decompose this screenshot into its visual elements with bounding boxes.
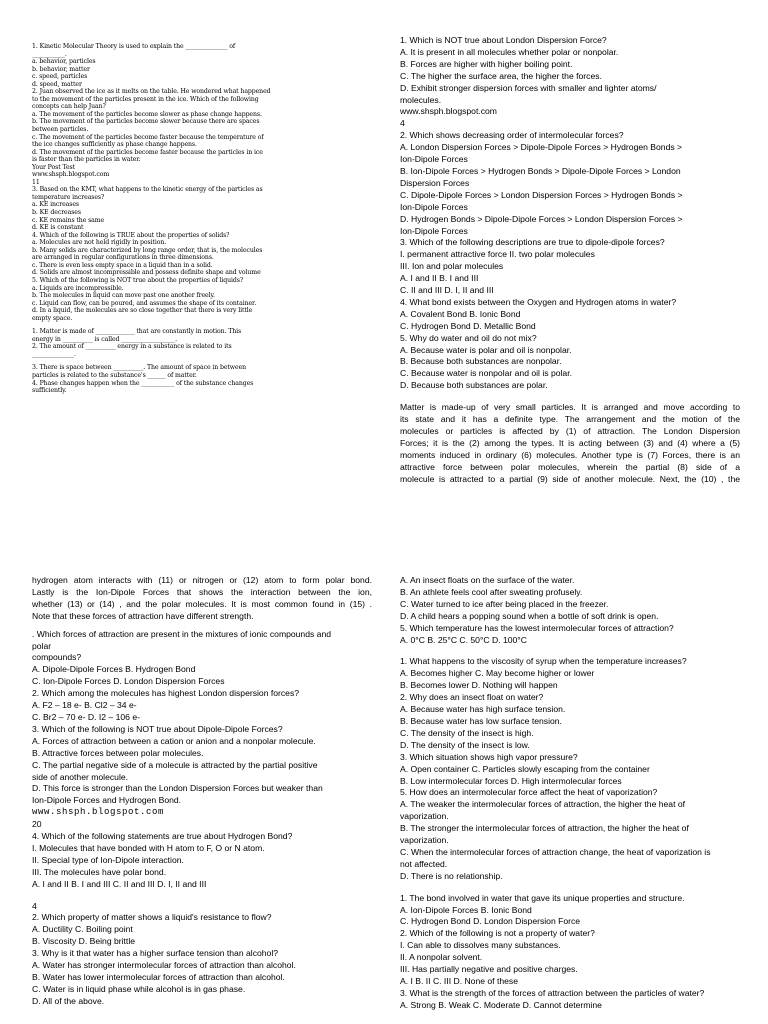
- text-line: A. Because water is polar and oil is nonpolar.: [400, 344, 572, 355]
- text-line: B. Viscosity D. Being brittle: [32, 936, 136, 947]
- text-line: d. speed, matter: [32, 80, 82, 88]
- text-line: 20: [32, 819, 42, 830]
- text-line: 3. There is space between __________. The amount of space in between: [32, 364, 247, 372]
- text-line: Ion-Dipole Forces: [400, 225, 468, 236]
- quadrant-top-left: [32, 43, 294, 395]
- text-line: 2. Juan observed the ice as it melts on the table. He wondered what happened: [32, 88, 271, 96]
- text-line: I. permanent attractive force II. two polar molecules: [400, 249, 595, 260]
- text-line: vaporization.: [400, 835, 449, 846]
- text-line: D. Because both substances are polar.: [400, 380, 548, 391]
- text-line: I. Can able to dissolves many substances.: [400, 940, 561, 951]
- text-line: a. behavior, particles: [32, 58, 96, 66]
- text-line: polar: [32, 640, 52, 651]
- text-line: B. Because both substances are nonpolar.: [400, 356, 562, 367]
- text-line: 3. Which situation shows high vapor pressure?: [400, 751, 578, 762]
- paragraph-block: [32, 575, 372, 623]
- text-line: 1. Which is NOT true about London Dispersion Force?: [400, 35, 607, 45]
- text-line: C. Water is in liquid phase while alcohol is in gas phase.: [32, 983, 246, 994]
- text-line: side of another molecule.: [32, 771, 129, 782]
- text-line: III. The molecules have polar bond.: [32, 866, 167, 877]
- text-line: not affected.: [400, 858, 448, 869]
- text-line: D. This force is stronger than the London Dispersion Forces but weaker than: [32, 783, 323, 794]
- text-line: 3. Which of the following descriptions are true to dipole-dipole forces?: [400, 237, 665, 248]
- text-line: c. The movement of the particles become faster because the temperature of: [32, 133, 264, 141]
- text-line: D. All of the above.: [32, 995, 105, 1006]
- paragraph-line: Note that these forces of attraction have different strength.: [32, 610, 254, 621]
- text-line: c. speed, particles: [32, 73, 88, 81]
- lines-block: [400, 893, 740, 1012]
- text-line: C. Because water is nonpolar and oil is polar.: [400, 368, 572, 379]
- text-line: empty space.: [32, 314, 73, 322]
- text-line: A. I B. II C. III D. None of these: [400, 976, 518, 986]
- text-line: III. Has partially negative and positive charges.: [400, 964, 578, 975]
- text-line: compounds?: [32, 652, 82, 663]
- text-line: A. I and II B. I and III: [400, 273, 479, 284]
- text-line: are arranged in regular configurations in three dimensions.: [32, 254, 214, 262]
- text-line: temperature increases?: [32, 193, 105, 201]
- text-line: A. It is present in all molecules whether polar or nonpolar.: [400, 46, 619, 57]
- paragraph-line: attractive force between polar molecules, wherein the partial (8) side of a: [400, 461, 740, 472]
- lines-block: [400, 575, 740, 646]
- text-line: is faster than the particles in water.: [32, 156, 141, 164]
- text-line: Ion-Dipole Forces and Hydrogen Bond.: [32, 795, 182, 806]
- text-line: 1. Matter is made of _____________ that are constantly in motion. This: [32, 328, 242, 336]
- text-line: A. Ductility C. Boiling point: [32, 924, 133, 935]
- text-line: Your Post Test: [32, 163, 76, 171]
- text-line: 4. Which of the following is TRUE about the properties of solids?: [32, 231, 230, 239]
- text-line: A. Forces of attraction between a cation or anion and a nonpolar molecule.: [32, 735, 316, 746]
- quadrant-top-right: [400, 35, 740, 486]
- text-line: A. The weaker the intermolecular forces of attraction, the higher the heat of: [400, 799, 686, 810]
- lines-block: [400, 35, 740, 392]
- text-line: a. KE increases: [32, 201, 79, 209]
- text-line: 4: [400, 118, 405, 129]
- text-line: A. An insect floats on the surface of the water.: [400, 575, 575, 585]
- text-line: 2. Which shows decreasing order of intermolecular forces?: [400, 130, 624, 141]
- text-line: 3. Based on the KMT, what happens to the kinetic energy of the particles as: [32, 186, 263, 194]
- spacer: [32, 891, 372, 901]
- text-line: C. Hydrogen Bond D. Metallic Bond: [400, 320, 536, 331]
- text-line: C. The density of the insect is high.: [400, 727, 534, 738]
- text-line: C. Dipole-Dipole Forces > London Dispersion Forces > Hydrogen Bonds >: [400, 189, 683, 200]
- lines-block: [32, 629, 372, 808]
- text-line: 5. Which of the following is NOT true about the properties of liquids?: [32, 276, 244, 284]
- text-line: 2. Which property of matter shows a liquid's resistance to flow?: [32, 912, 272, 923]
- text-line: c. There is even less empty space in a liquid than in a solid.: [32, 261, 213, 269]
- paragraph-line: Matter is made-up of very small particles. It is arranged and move according to: [400, 402, 740, 413]
- paragraph-block: [400, 402, 740, 485]
- text-line: b. The molecules in liquid can move past one another freely.: [32, 292, 215, 300]
- text-line: A. Water has stronger intermolecular forces of attraction than alcohol.: [32, 960, 296, 971]
- text-line: 1. What happens to the viscosity of syrup when the temperature increases?: [400, 656, 687, 667]
- text-line: d. Solids are almost incompressible and possess definite shape and volume: [32, 269, 261, 277]
- text-line: concepts can help Juan?: [32, 103, 106, 111]
- text-line: 5. Why do water and oil do not mix?: [400, 332, 537, 343]
- text-line: B. Water has lower intermolecular forces of attraction than alcohol.: [32, 972, 285, 982]
- text-line: ___________.: [32, 50, 67, 58]
- text-line: A. Dipole-Dipole Forces B. Hydrogen Bond: [32, 664, 196, 675]
- paragraph-line: molecules or particles is affected by (1) of attraction. The London Dispersion: [400, 426, 740, 436]
- text-line: B. Forces are higher with higher boiling point.: [400, 58, 573, 69]
- text-line: . Which forces of attraction are present in the mixtures of ionic compounds and: [32, 628, 332, 639]
- text-line: 2. Which among the molecules has highest London dispersion forces?: [32, 688, 300, 699]
- text-line: B. The stronger the intermolecular forces of attraction, the higher the heat of: [400, 823, 689, 834]
- spacer: [400, 646, 740, 656]
- text-line: A. F2 – 18 e- B. Cl2 – 34 e-: [32, 700, 137, 711]
- text-line: D. There is no relationship.: [400, 870, 503, 881]
- text-line: a. The movement of the particles become slower as phase change happens.: [32, 110, 262, 118]
- text-line: a. Molecules are not held rigidly in position.: [32, 239, 167, 247]
- text-line: B. Attractive forces between polar molecules.: [32, 747, 204, 758]
- text-line: Ion-Dipole Forces: [400, 154, 468, 165]
- text-line: D. Hydrogen Bonds > Dipole-Dipole Forces > London Dispersion Forces >: [400, 213, 683, 224]
- text-line: C. When the intermolecular forces of attraction change, the heat of vaporization is: [400, 846, 711, 857]
- text-line: c. KE remains the same: [32, 216, 105, 224]
- text-line: b. The movement of the particles become slower because there are spaces: [32, 118, 260, 126]
- lines-block: [400, 656, 740, 882]
- text-line: 2. The amount of __________ energy in a substance is related to its: [32, 343, 232, 351]
- text-line: C. Ion-Dipole Forces D. London Dispersion Forces: [32, 676, 225, 687]
- spacer: [400, 883, 740, 893]
- paragraph-line: whether (13) or (14) , and the polar molecules. It is most common found in (15) .: [32, 598, 372, 609]
- text-line: 2. Which of the following is not a property of water?: [400, 928, 595, 939]
- text-line: between particles.: [32, 126, 89, 134]
- text-line: 3. Why is it that water has a higher surface tension than alcohol?: [32, 948, 279, 959]
- lines-block: [32, 901, 372, 1008]
- text-line: 3. What is the strength of the forces of attraction between the particles of water?: [400, 987, 705, 998]
- text-line: A. 0°C B. 25°C C. 50°C D. 100°C: [400, 634, 527, 645]
- text-line: I. Molecules that have bonded with H atom to F, O or N atom.: [32, 842, 265, 853]
- text-line: C. Hydrogen Bond D. London Dispersion Force: [400, 916, 581, 927]
- text-line: vaporization.: [400, 811, 449, 822]
- text-line: A. Open container C. Particles slowly escaping from the container: [400, 763, 650, 774]
- paragraph-line: molecule is attracted to a partial (9) side of another molecule. Next, the (10) , the: [400, 473, 740, 484]
- text-line: C. The partial negative side of a molecule is attracted by the partial positive: [32, 759, 318, 770]
- text-line: 4: [32, 900, 37, 911]
- text-line: c. Liquid can flow, can be poured, and assumes the shape of its container.: [32, 299, 257, 307]
- text-line: 1. The bond involved in water that gave its unique properties and structure.: [400, 892, 685, 903]
- text-line: B. Low intermolecular forces D. High intermolecular forces: [400, 775, 622, 786]
- website-block: [32, 807, 372, 819]
- text-line: particles is related to the substance's ______ of matter.: [32, 371, 197, 379]
- text-line: C. Water turned to ice after being placed in the freezer.: [400, 598, 609, 609]
- text-line: the ice changes sufficiently as phase change happens.: [32, 141, 197, 149]
- text-line: A. London Dispersion Forces > Dipole-Dipole Forces > Hydrogen Bonds >: [400, 142, 683, 153]
- text-line: D. Exhibit stronger dispersion forces with smaller and lighter atoms/: [400, 82, 657, 93]
- website-line: www.shsph.blogspot.com: [32, 807, 165, 818]
- text-line: B. An athlete feels cool after sweating profusely.: [400, 586, 583, 597]
- text-line: 3. Which of the following is NOT true about Dipole-Dipole Forces?: [32, 723, 283, 734]
- quadrant-bottom-right: [400, 575, 740, 1012]
- paragraph-line: moments induced in ordinary (6) molecules. Another type is (7) Forces, there is an: [400, 449, 740, 460]
- text-line: 4. Phase changes happen when the ___________ of the substance changes: [32, 379, 254, 387]
- paragraph-line: its state and it has a definite type. The arrangement and the motion of the: [400, 414, 740, 425]
- text-line: B. Because water has low surface tension.: [400, 715, 562, 726]
- text-line: II. A nonpolar solvent.: [400, 952, 483, 963]
- text-line: A. Ion-Dipole Forces B. Ionic Bond: [400, 904, 532, 915]
- paragraph-line: Forces; it is the (2) among the types. It is acting between (3) and (4) where a (5): [400, 437, 740, 448]
- text-line: a. Liquids are incompressible.: [32, 284, 124, 292]
- text-line: A. Becomes higher C. May become higher or lower: [400, 668, 595, 679]
- lines-block: [32, 819, 372, 890]
- paragraph-line: Lastly is the Ion-Dipole Forces that shows the interaction between the ion,: [32, 586, 372, 597]
- quadrant-bottom-left: [32, 575, 372, 1008]
- text-line: d. The movement of the particles become faster because the particles in ice: [32, 148, 263, 156]
- paragraph-line: hydrogen atom interacts with (11) or nitrogen or (12) atom to form polar bond.: [32, 575, 372, 585]
- text-line: b. behavior, matter: [32, 65, 90, 73]
- text-line: D. A child hears a popping sound when a bottle of soft drink is open.: [400, 610, 659, 621]
- text-line: B. Becomes lower D. Nothing will happen: [400, 680, 558, 691]
- text-line: III. Ion and polar molecules: [400, 261, 504, 272]
- text-line: Dispersion Forces: [400, 177, 470, 188]
- text-line: Ion-Dipole Forces: [400, 201, 468, 212]
- text-line: C. II and III D. I, II and III: [400, 285, 494, 296]
- text-line: 11: [32, 178, 40, 186]
- text-line: sufficiently.: [32, 387, 67, 395]
- text-line: d. In a liquid, the molecules are so close together that there is very little: [32, 307, 253, 315]
- text-line: 5. Which temperature has the lowest intermolecular forces of attraction?: [400, 622, 674, 633]
- text-line: to the movement of the particles present in the ice. Which of the following: [32, 95, 259, 103]
- website-line: www.shsph.blogspot.com: [400, 106, 497, 117]
- text-line: energy in __________ is called __________________.: [32, 335, 178, 343]
- text-line: d. KE is constant: [32, 224, 84, 232]
- text-line: 5. How does an intermolecular force affect the heat of vaporization?: [400, 787, 658, 798]
- text-line: D. The density of the insect is low.: [400, 739, 530, 750]
- text-line: II. Special type of Ion-Dipole interaction.: [32, 854, 184, 865]
- text-line: 4. What bond exists between the Oxygen and Hydrogen atoms in water?: [400, 296, 677, 307]
- text-line: 4. Which of the following statements are true about Hydrogen Bond?: [32, 831, 293, 842]
- text-line: A. Covalent Bond B. Ionic Bond: [400, 308, 521, 319]
- text-line: molecules.: [400, 94, 442, 105]
- text-line: C. The higher the surface area, the higher the forces.: [400, 70, 602, 81]
- text-line: 1. Kinetic Molecular Theory is used to explain the ______________ of: [32, 43, 236, 50]
- text-line: C. Br2 – 70 e- D. I2 – 106 e-: [32, 711, 140, 722]
- text-line: b. Many solids are characterized by long range order, that is, the molecules: [32, 246, 263, 254]
- text-line: A. Strong B. Weak C. Moderate D. Cannot determine: [400, 999, 602, 1010]
- text-line: b. KE decreases: [32, 209, 81, 217]
- website-line: www.shsph.blogspot.com: [32, 171, 110, 179]
- text-line: A. I and II B. I and III C. II and III D. I, II and III: [32, 878, 207, 889]
- spacer: [400, 392, 740, 402]
- text-line: B. Ion-Dipole Forces > Hydrogen Bonds > Dipole-Dipole Forces > London: [400, 165, 681, 176]
- text-line: 2. Why does an insect float on water?: [400, 692, 544, 703]
- text-line: ______________.: [32, 350, 76, 358]
- lines-block: [32, 43, 294, 395]
- text-line: A. Because water has high surface tension.: [400, 704, 566, 715]
